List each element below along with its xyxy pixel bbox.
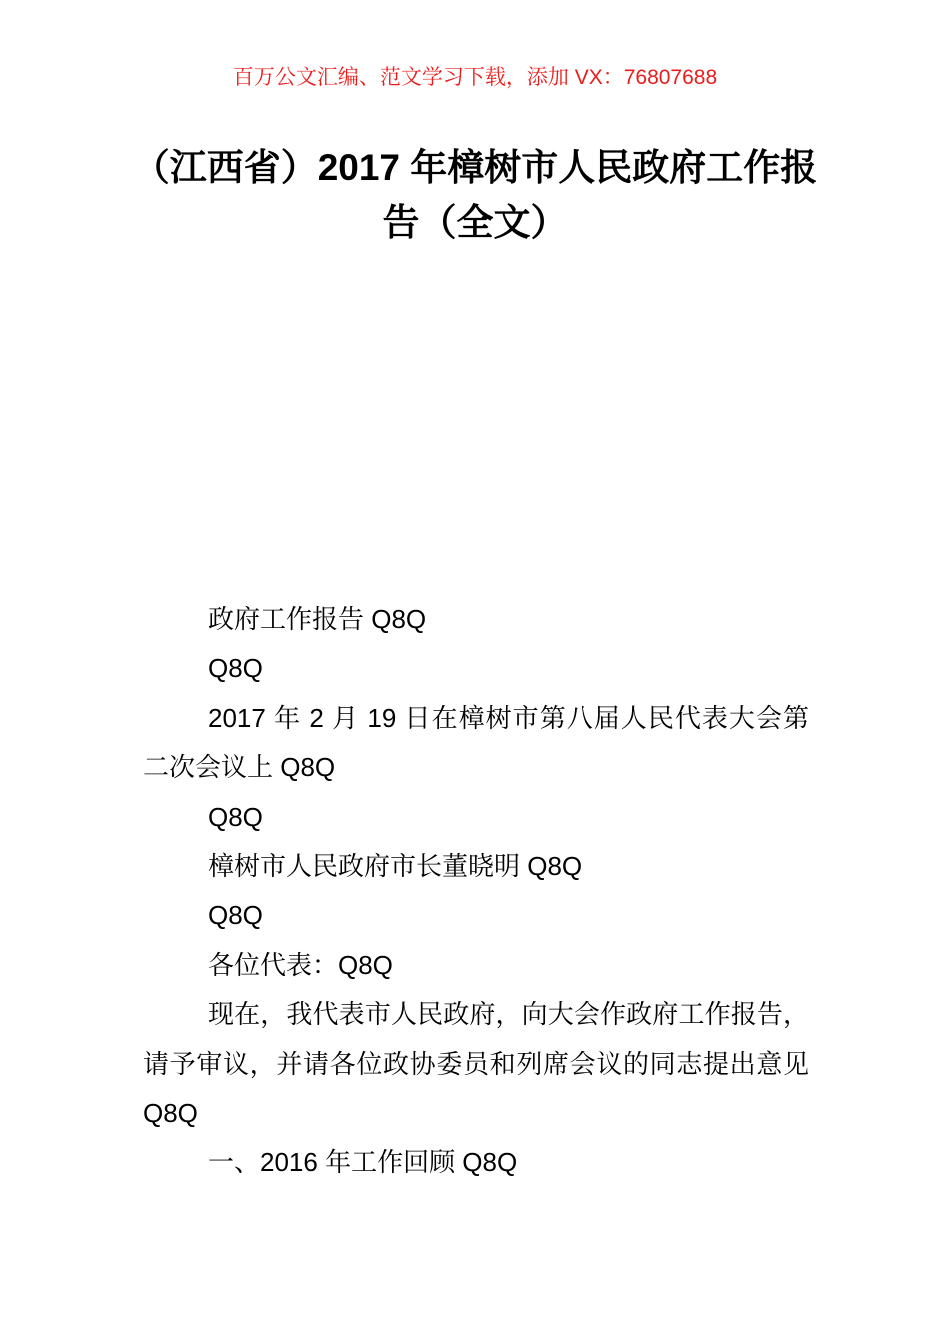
paragraph-section-heading: 一、2016 年工作回顾 Q8Q — [208, 1147, 518, 1178]
document-title-line-1: （江西省）2017 年樟树市人民政府工作报 — [132, 147, 818, 188]
paragraph-salutation: 各位代表：Q8Q — [208, 949, 393, 980]
paragraph-placeholder-q8q: Q8Q — [208, 653, 263, 684]
document-title-line-2: 告（全文） — [382, 202, 568, 243]
paragraph-speaker: 樟树市人民政府市长董晓明 Q8Q — [208, 851, 583, 882]
document-title — [0, 140, 950, 250]
document-body — [143, 595, 809, 1188]
paragraph-meeting-date: 2017 年 2 月 19 日在樟树市第八届人民代表大会第二次会议上 Q8Q — [143, 702, 809, 783]
paragraph-placeholder-q8q: Q8Q — [208, 900, 263, 931]
promo-banner-text: 百万公文汇编、范文学习下载，添加 VX：76807688 — [232, 66, 718, 89]
paragraph-introduction: 现在，我代表市人民政府，向大会作政府工作报告，请予审议，并请各位政协委员和列席会议的同志提出意见 Q8Q — [143, 999, 809, 1129]
promo-banner — [0, 64, 950, 91]
paragraph-report-title: 政府工作报告 Q8Q — [208, 604, 427, 634]
paragraph-placeholder-q8q: Q8Q — [208, 801, 263, 832]
